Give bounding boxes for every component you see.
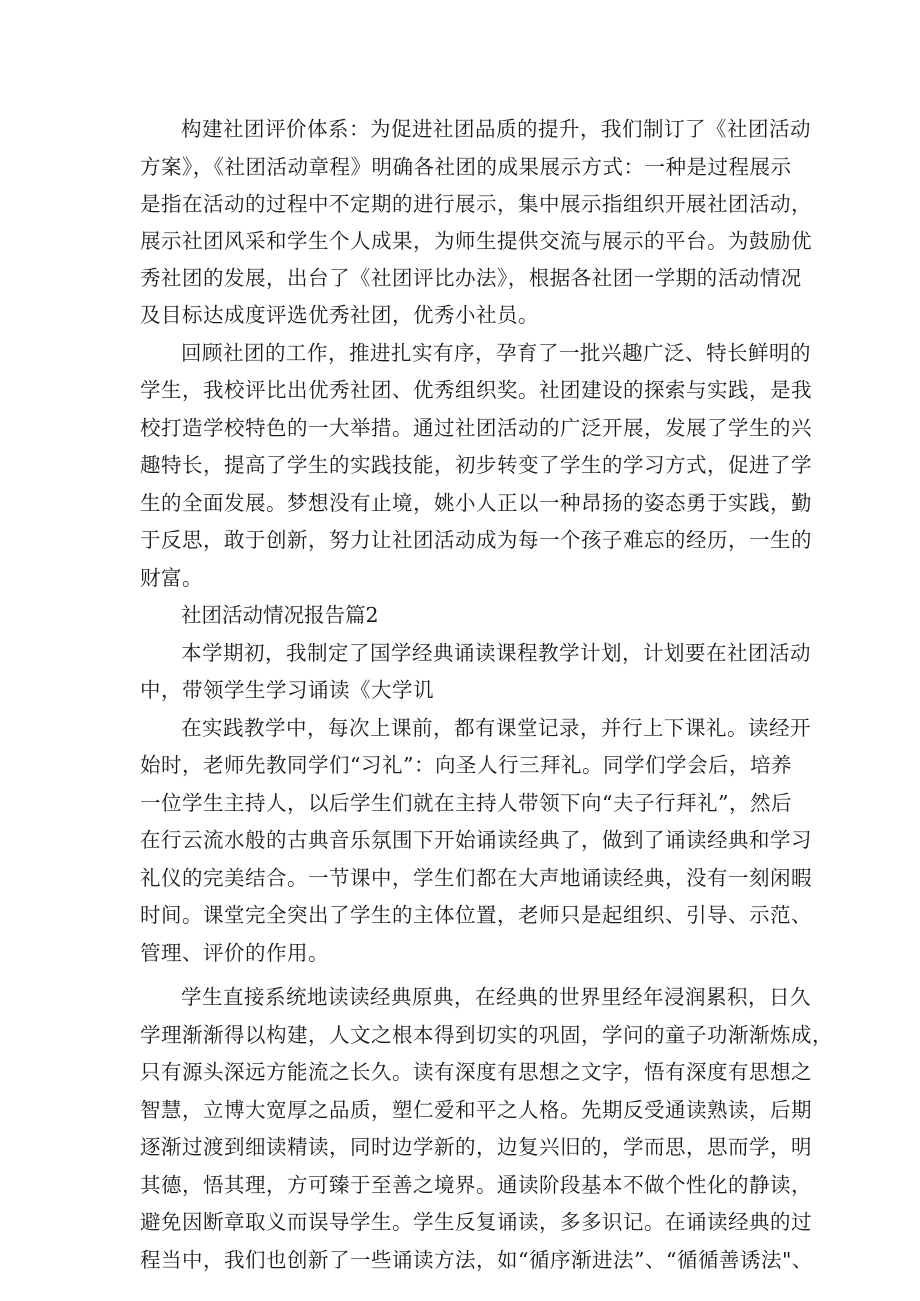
section-heading: 社团活动情况报告篇2	[181, 603, 379, 627]
paragraph-line: 回顾社团的工作，推进扎实有序，孕育了一批兴趣广泛、特长鲜明的	[181, 341, 811, 365]
paragraph-line: 智慧，立博大宽厚之品质，塑仁爱和平之人格。先期反受通读熟读，后期	[140, 1098, 812, 1122]
paragraph-line: 只有源头深远方能流之长久。读有深度有思想之文字，悟有深度有思想之	[140, 1060, 812, 1084]
paragraph-line: 学理渐渐得以构建，人文之根本得到切实的巩固，学问的童子功渐渐炼成，	[140, 1023, 833, 1047]
paragraph-line: 及目标达成度评选优秀社团，优秀小社员。	[140, 303, 539, 327]
paragraph-line: 展示社团风采和学生个人成果，为师生提供交流与展示的平台。为鼓励优	[140, 229, 812, 253]
paragraph-line: 程当中，我们也创新了一些诵读方法，如“循序渐进法”、“循循善诱法"、	[140, 1248, 813, 1272]
paragraph-line: 在行云流水般的古典音乐氛围下开始诵读经典了，做到了诵读经典和学习	[140, 828, 812, 852]
paragraph-line: 方案》，《社团活动章程》明确各社团的成果展示方式：一种是过程展示	[140, 155, 792, 179]
paragraph-line: 于反思，敢于创新，努力让社团活动成为每一个孩子难忘的经历，一生的	[140, 528, 812, 552]
paragraph-line: 其德，悟其理，方可臻于至善之境界。通读阶段基本不做个性化的静读，	[140, 1173, 812, 1197]
paragraph-line: 时间。课堂完全突出了学生的主体位置，老师只是起组织、引导、示范、	[140, 903, 812, 927]
paragraph-line: 校打造学校特色的一大举措。通过社团活动的广泛开展，发展了学生的兴	[140, 416, 812, 440]
paragraph-line: 一位学生主持人，以后学生们就在主持人带领下向“夫子行拜礼”，然后	[140, 791, 792, 815]
paragraph-line: 在实践教学中，每次上课前，都有课堂记录，并行上下课礼。读经开	[181, 716, 811, 740]
paragraph-line: 趣特长，提高了学生的实践技能，初步转变了学生的学习方式，促进了学	[140, 453, 812, 477]
paragraph-line: 是指在活动的过程中不定期的进行展示，集中展示指组织开展社团活动，	[140, 192, 812, 216]
paragraph-line: 礼仪的完美结合。一节课中，学生们都在大声地诵读经典，没有一刻闲暇	[140, 866, 812, 890]
paragraph-line: 避免因断章取义而误导学生。学生反复诵读，多多识记。在诵读经典的过	[140, 1210, 812, 1234]
paragraph-line: 财富。	[140, 566, 203, 590]
paragraph-line: 本学期初，我制定了国学经典诵读课程教学计划，计划要在社团活动	[181, 641, 811, 665]
paragraph-line: 构建社团评价体系：为促进社团品质的提升，我们制订了《社团活动	[181, 117, 811, 141]
paragraph-line: 中，带领学生学习诵读《大学讥	[140, 678, 434, 702]
paragraph-line: 学生，我校评比出优秀社团、优秀组织奖。社团建设的探索与实践，是我	[140, 378, 812, 402]
paragraph-line: 秀社团的发展，出台了《社团评比办法》，根据各社团一学期的活动情况	[140, 266, 802, 290]
paragraph-line: 始时，老师先教同学们“习礼”：向圣人行三拜礼。同学们学会后，培养	[140, 753, 792, 777]
paragraph-line: 学生直接系统地读读经典原典，在经典的世界里经年浸润累积，日久	[181, 985, 811, 1009]
paragraph-line: 管理、评价的作用。	[140, 941, 329, 965]
paragraph-line: 逐渐过渡到细读精读，同时边学新的，边复兴旧的，学而思，思而学，明	[140, 1135, 812, 1159]
paragraph-line: 生的全面发展。梦想没有止境，姚小人正以一种昂扬的姿态勇于实践，勤	[140, 491, 812, 515]
